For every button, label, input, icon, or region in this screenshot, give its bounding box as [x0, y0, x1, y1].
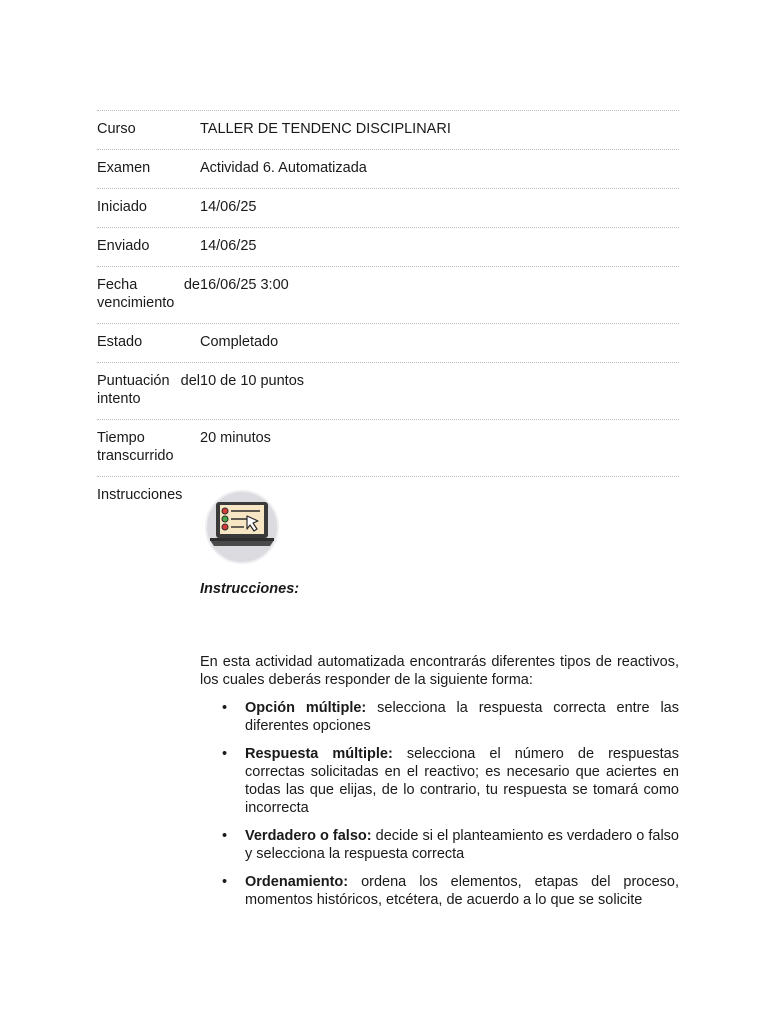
question-type-term: Verdadero o falso: [245, 828, 372, 844]
question-type-text: ordena los elementos, etapas del proceso, momentos históricos, etcétera, de acuerdo a lo que se solicite [245, 874, 679, 908]
detail-value: 20 minutos [200, 430, 271, 446]
detail-label: Puntuación del intento [97, 373, 200, 407]
instructions-body [200, 486, 679, 919]
detail-row-estado [97, 323, 679, 362]
list-item [200, 827, 679, 863]
question-type-text: decide si el planteamiento es verdadero o falso y selecciona la respuesta correcta [245, 828, 679, 862]
detail-row-iniciado [97, 188, 679, 227]
detail-label: Iniciado [97, 199, 147, 215]
detail-label: Enviado [97, 238, 150, 254]
detail-row-enviado [97, 227, 679, 266]
bullet: • [222, 746, 228, 762]
detail-value: TALLER DE TENDENC DISCIPLINARI [200, 121, 451, 137]
question-type-term: Opción múltiple: [245, 700, 367, 716]
detail-row-curso [97, 110, 679, 149]
detail-label: Estado [97, 334, 143, 350]
question-type-text: selecciona el número de respuestas correctas solicitadas en el reactivo; es necesario que aciertes en todas las que elijas, de lo contrario, tu respuesta se tomará como incorrecta [245, 746, 679, 816]
list-item [200, 873, 679, 909]
detail-row-instrucciones [97, 476, 679, 919]
detail-row-tiempo [97, 419, 679, 476]
detail-row-examen [97, 149, 679, 188]
instructions-title: Instrucciones: [200, 581, 300, 597]
detail-value: 14/06/25 [200, 199, 257, 215]
bullet: • [222, 700, 228, 716]
question-type-list [200, 699, 679, 909]
detail-value: Completado [200, 334, 279, 350]
instructions-intro: En esta actividad automatizada encontrarás diferentes tipos de reactivos, los cuales deberás responder de la siguiente forma: [200, 654, 679, 688]
laptop-checklist-icon [204, 488, 280, 566]
bullet: • [222, 874, 228, 890]
question-type-term: Respuesta múltiple: [245, 746, 393, 762]
attempt-details [97, 110, 679, 919]
question-type-text: selecciona la respuesta correcta entre las diferentes opciones [245, 700, 679, 734]
detail-value: 16/06/25 3:00 [200, 277, 289, 293]
detail-value: Actividad 6. Automatizada [200, 160, 367, 176]
detail-row-fecha-vencimiento [97, 266, 679, 323]
detail-value: 14/06/25 [200, 238, 257, 254]
list-item [200, 745, 679, 817]
detail-label: Tiempo transcurrido [97, 430, 174, 464]
detail-label: Curso [97, 121, 136, 137]
detail-row-puntuacion [97, 362, 679, 419]
detail-label: Instrucciones [97, 487, 183, 503]
detail-label: Fecha de vencimiento [97, 277, 200, 311]
detail-label: Examen [97, 160, 151, 176]
list-item [200, 699, 679, 735]
bullet: • [222, 828, 228, 844]
question-type-term: Ordenamiento: [245, 874, 349, 890]
detail-value: 10 de 10 puntos [200, 373, 305, 389]
